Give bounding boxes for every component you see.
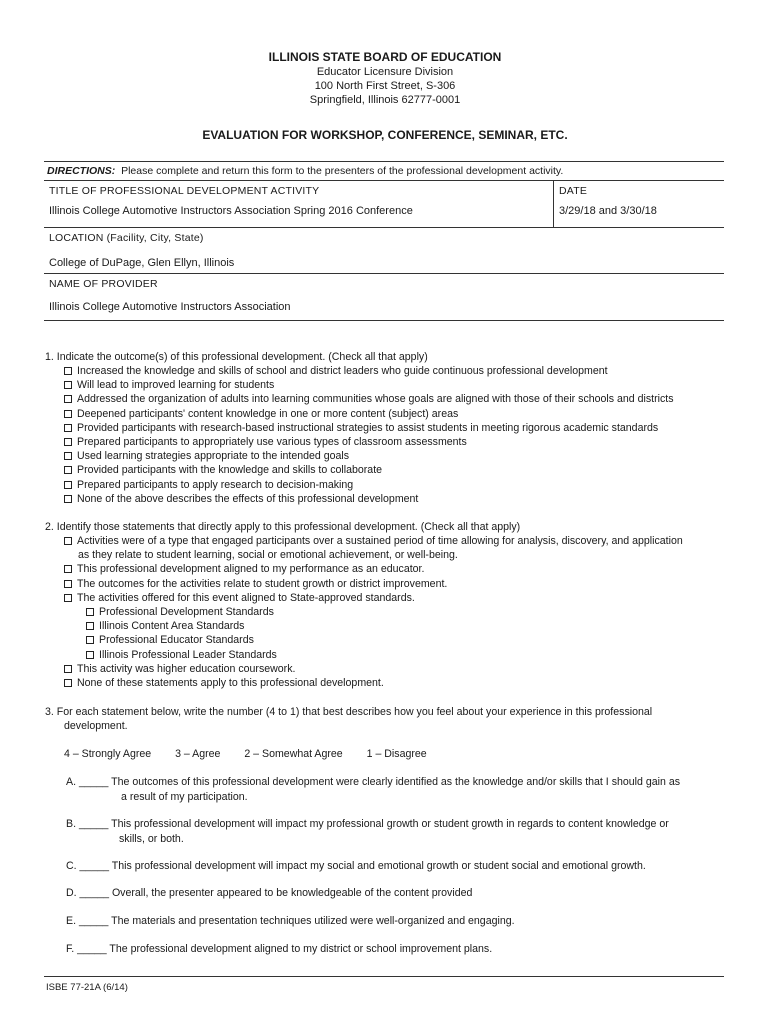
checkbox[interactable] [64, 424, 72, 432]
form-title: EVALUATION FOR WORKSHOP, CONFERENCE, SEMINAR, ETC. [202, 128, 568, 142]
q2-option[interactable] [64, 534, 734, 548]
checkbox[interactable] [64, 410, 72, 418]
directions [47, 165, 563, 177]
option-label: Illinois Professional Leader Standards [99, 648, 277, 661]
option-label: Used learning strategies appropriate to the intended goals [77, 450, 350, 463]
option-label: Addressed the organization of adults into learning communities whose goals are aligned with those of their schools and districts [77, 393, 674, 406]
provider-label: NAME OF PROVIDER [49, 278, 158, 290]
option-label: This professional development aligned to my performance as an educator. [77, 563, 425, 576]
date-divider [553, 180, 554, 227]
checkbox[interactable] [64, 438, 72, 446]
q2-option[interactable] [64, 577, 734, 591]
q1-option[interactable] [64, 435, 674, 449]
directions-text: Please complete and return this form to the presenters of the professional development activity. [121, 165, 564, 177]
q2-sub-option[interactable] [64, 633, 734, 647]
checkbox[interactable] [64, 495, 72, 503]
scale-3: 3 – Agree [175, 748, 221, 760]
statement-d[interactable]: D. _____ Overall, the presenter appeared to be knowledgeable of the content provided [66, 887, 473, 899]
option-label: None of these statements apply to this professional development. [77, 677, 384, 690]
title-field[interactable]: Illinois College Automotive Instructors Association Spring 2016 Conference [49, 205, 413, 217]
checkbox[interactable] [86, 651, 94, 659]
address-line-1: 100 North First Street, S-306 [314, 80, 456, 92]
date-label: DATE [559, 185, 588, 197]
q1-option[interactable] [64, 478, 674, 492]
q1-option[interactable] [64, 463, 674, 477]
q2-sub-option[interactable] [64, 648, 734, 662]
directions-rule [44, 180, 724, 181]
checkbox[interactable] [86, 608, 94, 616]
division-line: Educator Licensure Division [316, 66, 454, 78]
statement-b[interactable]: B. _____ This professional development will impact my professional growth or student growth in regards to content knowledge or [66, 818, 669, 830]
address-line-2: Springfield, Illinois 62777-0001 [309, 94, 461, 106]
rating-scale [64, 747, 427, 761]
provider-field[interactable]: Illinois College Automotive Instructors Association [49, 301, 291, 313]
date-field[interactable]: 3/29/18 and 3/30/18 [559, 205, 657, 217]
option-label: None of the above describes the effects of this professional development [77, 492, 419, 505]
checkbox[interactable] [64, 481, 72, 489]
q2-option[interactable] [64, 676, 734, 690]
q2-option[interactable] [64, 562, 734, 576]
directions-label: DIRECTIONS: [47, 165, 116, 177]
option-label: Prepared participants to appropriately use various types of classroom assessments [77, 436, 467, 449]
checkbox[interactable] [64, 537, 72, 545]
checkbox[interactable] [64, 679, 72, 687]
footer-rule [44, 976, 724, 977]
scale-2: 2 – Somewhat Agree [244, 748, 343, 760]
location-rule [44, 273, 724, 274]
statement-b-continued: skills, or both. [119, 833, 184, 845]
checkbox[interactable] [64, 594, 72, 602]
location-field[interactable]: College of DuPage, Glen Ellyn, Illinois [49, 257, 235, 269]
q2-prompt: 2. Identify those statements that directly apply to this professional development. (Check all that apply) [45, 521, 521, 533]
q2-option[interactable] [64, 662, 734, 676]
option-label: Increased the knowledge and skills of school and district leaders who guide continuous professional development [77, 365, 608, 377]
statement-e[interactable]: E. _____ The materials and presentation techniques utilized were well-organized and engaging. [66, 915, 515, 927]
checkbox[interactable] [64, 452, 72, 460]
q2-option[interactable] [64, 591, 734, 605]
statement-c[interactable]: C. _____ This professional development will impact my social and emotional growth or student social and emotional growth. [66, 860, 646, 872]
title-rule [44, 227, 724, 228]
statement-a[interactable]: A. _____ The outcomes of this professional development were clearly identified as the knowledge and/or skills that I should gain as [66, 776, 681, 788]
q1-option[interactable] [64, 492, 674, 506]
q2-sub-option[interactable] [64, 605, 734, 619]
checkbox[interactable] [86, 622, 94, 630]
title-label: TITLE OF PROFESSIONAL DEVELOPMENT ACTIVITY [49, 185, 320, 197]
option-label: Activities were of a type that engaged participants over a sustained period of time allowing for analysis, discovery, and application [77, 535, 683, 547]
statement-a-continued: a result of my participation. [121, 791, 248, 803]
q2-option-continued: as they relate to student learning, social or emotional achievement, or well-being. [78, 549, 458, 562]
option-label: Illinois Content Area Standards [99, 620, 245, 633]
q2-sub-option[interactable] [64, 619, 734, 633]
checkbox[interactable] [64, 565, 72, 573]
checkbox[interactable] [64, 367, 72, 375]
option-label: The outcomes for the activities relate to student growth or district improvement. [77, 577, 448, 590]
scale-1: 1 – Disagree [366, 748, 427, 760]
checkbox[interactable] [64, 395, 72, 403]
q1-option[interactable] [64, 378, 674, 392]
option-label: This activity was higher education coursework. [77, 662, 296, 675]
q2-options [64, 534, 734, 690]
checkbox[interactable] [64, 381, 72, 389]
location-label: LOCATION (Facility, City, State) [49, 232, 204, 244]
option-label: Will lead to improved learning for students [77, 379, 275, 392]
q3-prompt-continued: development. [64, 720, 128, 732]
table-bottom-rule [44, 320, 724, 321]
checkbox[interactable] [64, 665, 72, 673]
statement-f[interactable]: F. _____ The professional development aligned to my district or school improvement plans. [66, 943, 493, 955]
q1-option[interactable] [64, 421, 674, 435]
q1-options [64, 364, 674, 506]
q1-option[interactable] [64, 449, 674, 463]
option-label: The activities offered for this event aligned to State-approved standards. [77, 591, 415, 604]
q3-prompt: 3. For each statement below, write the number (4 to 1) that best describes how you feel about your experience in this professional [45, 706, 653, 718]
checkbox[interactable] [86, 636, 94, 644]
agency-title: ILLINOIS STATE BOARD OF EDUCATION [268, 50, 502, 64]
option-label: Professional Educator Standards [99, 634, 254, 647]
option-label: Prepared participants to apply research to decision-making [77, 478, 354, 491]
checkbox[interactable] [64, 466, 72, 474]
q1-option[interactable] [64, 364, 674, 378]
q1-prompt: 1. Indicate the outcome(s) of this professional development. (Check all that apply) [45, 351, 428, 363]
scale-4: 4 – Strongly Agree [64, 748, 152, 760]
table-top-rule [44, 161, 724, 162]
form-id: ISBE 77-21A (6/14) [46, 982, 128, 993]
q1-option[interactable] [64, 392, 674, 406]
option-label: Professional Development Standards [99, 606, 274, 619]
option-label: Provided participants with the knowledge and skills to collaborate [77, 464, 383, 477]
option-label: Provided participants with research-based instructional strategies to assist students in meeting rigorous academic standards [77, 421, 659, 434]
q1-option[interactable] [64, 407, 674, 421]
option-label: Deepened participants' content knowledge in one or more content (subject) areas [77, 407, 459, 420]
checkbox[interactable] [64, 580, 72, 588]
